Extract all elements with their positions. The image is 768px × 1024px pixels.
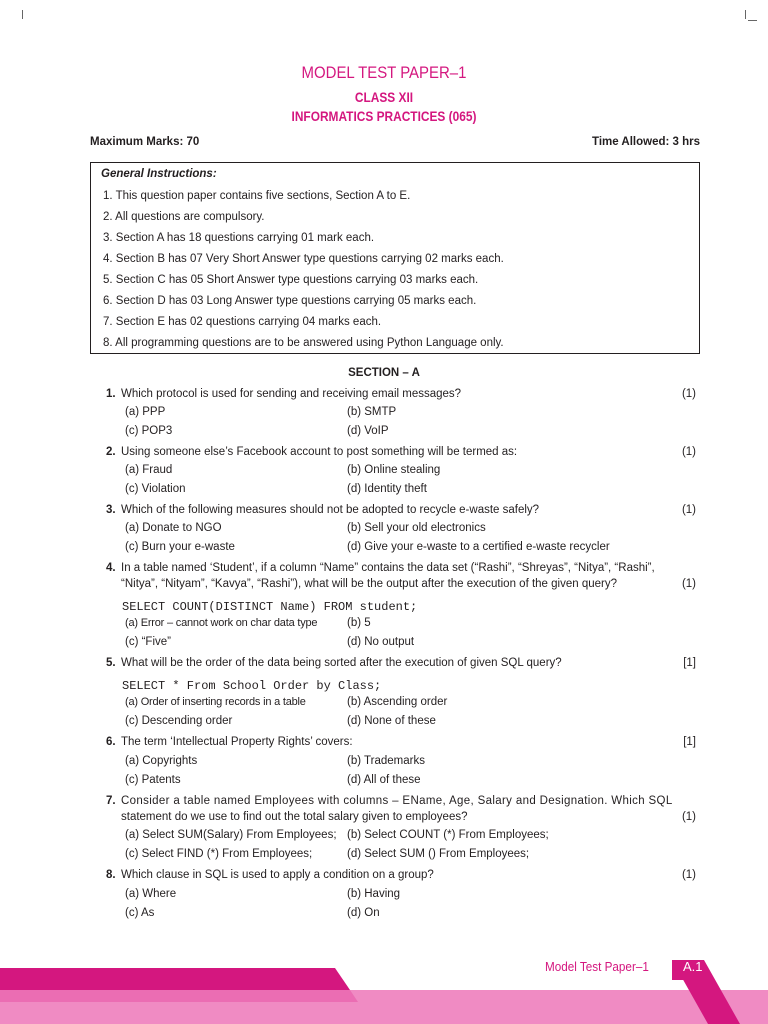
question-marks: [1] [683,657,696,669]
question-marks: [1] [683,736,696,748]
option: (b) Ascending order [347,696,448,708]
option: (a) Donate to NGO [125,522,222,534]
option: (d) No output [347,636,415,648]
question-number: 4. [106,562,116,574]
option: (a) Select SUM(Salary) From Employees; [125,829,337,841]
option: (d) All of these [347,774,421,786]
option: (a) Fraud [125,464,173,476]
question-marks: (1) [681,869,696,881]
option: (a) Copyrights [125,755,198,767]
question-marks: (1) [681,811,696,823]
crop-mark [22,10,23,19]
question-number: 5. [106,657,116,669]
question-text: Using someone else’s Facebook account to post something will be termed as: [121,446,518,458]
instruction-item: 2. All questions are compulsory. [103,211,265,223]
question-number: 2. [106,446,116,458]
question-text: Which clause in SQL is used to apply a condition on a group? [121,869,434,881]
instruction-item: 8. All programming questions are to be answered using Python Language only. [103,337,504,349]
footer-label: Model Test Paper–1 [545,959,649,974]
question-number: 7. [106,795,116,807]
page-title: MODEL TEST PAPER–1 [301,63,467,82]
option: (a) PPP [125,406,166,418]
question-text: “Nitya”, “Nityam”, “Kavya”, “Rashi”), what will be the output after the execution of the given query? [121,578,617,590]
option: (b) Select COUNT (*) From Employees; [347,829,549,841]
option: (c) “Five” [125,636,171,648]
option: (b) Sell your old electronics [347,522,486,534]
question-number: 8. [106,869,116,881]
question-text: Which of the following measures should not be adopted to recycle e-waste safely? [121,504,540,516]
option: (a) Order of inserting records in a table [125,696,306,708]
instruction-item: 1. This question paper contains five sections, Section A to E. [103,190,411,202]
option: (b) Trademarks [347,755,425,767]
option: (c) Select FIND (*) From Employees; [125,848,313,860]
option: (c) Violation [125,483,186,495]
question-marks: (1) [681,388,696,400]
question-number: 1. [106,388,116,400]
question-number: 3. [106,504,116,516]
option: (b) Online stealing [347,464,441,476]
crop-mark [745,10,746,19]
question-marks: (1) [681,578,696,590]
option: (b) 5 [347,617,371,629]
question-text: What will be the order of the data being sorted after the execution of given SQL query? [121,657,562,669]
option: (a) Error – cannot work on char data type [125,617,318,629]
footer-stripe-dark [0,968,350,990]
general-instructions-box [90,162,700,354]
question-text: Which protocol is used for sending and receiving email messages? [121,388,462,400]
option: (c) Burn your e-waste [125,541,235,553]
option: (c) Descending order [125,715,233,727]
crop-mark [748,20,757,21]
class-heading: CLASS XII [354,89,414,105]
option: (d) VoIP [347,425,389,437]
option: (c) As [125,907,155,919]
instructions-title: General Instructions: [101,168,217,180]
page-number: A.1 [683,959,703,974]
footer-band [0,960,768,1024]
instruction-item: 4. Section B has 07 Very Short Answer type questions carrying 02 marks each. [103,253,504,265]
section-heading: SECTION – A [348,367,420,379]
option: (d) Give your e-waste to a certified e-waste recycler [347,541,610,553]
question-text: Consider a table named Employees with columns – EName, Age, Salary and Designation. Which SQL [121,795,673,807]
option: (b) SMTP [347,406,397,418]
question-marks: (1) [681,504,696,516]
option: (a) Where [125,888,177,900]
question-text: In a table named ‘Student’, if a column “Name” contains the data set (“Rashi”, “Shreyas”, “Nitya”, “Rashi”, [121,562,655,574]
instruction-item: 3. Section A has 18 questions carrying 01 mark each. [103,232,375,244]
question-text: The term ‘Intellectual Property Rights’ covers: [121,736,353,748]
time-allowed: Time Allowed: 3 hrs [592,136,700,148]
footer-stripe-mid [0,990,358,1002]
option: (c) POP3 [125,425,173,437]
sql-query: SELECT * From School Order by Class; [122,679,382,693]
instruction-item: 5. Section C has 05 Short Answer type questions carrying 03 marks each. [103,274,479,286]
option: (c) Patents [125,774,181,786]
instruction-item: 6. Section D has 03 Long Answer type questions carrying 05 marks each. [103,295,477,307]
option: (d) On [347,907,380,919]
option: (b) Having [347,888,401,900]
maximum-marks: Maximum Marks: 70 [90,136,200,148]
option: (d) Select SUM () From Employees; [347,848,530,860]
question-number: 6. [106,736,116,748]
question-text: statement do we use to find out the total salary given to employees? [121,811,468,823]
option: (d) None of these [347,715,436,727]
sql-query: SELECT COUNT(DISTINCT Name) FROM student; [122,600,418,614]
question-marks: (1) [681,446,696,458]
subject-heading: INFORMATICS PRACTICES (065) [291,108,477,124]
instruction-item: 7. Section E has 02 questions carrying 04 marks each. [103,316,382,328]
option: (d) Identity theft [347,483,427,495]
